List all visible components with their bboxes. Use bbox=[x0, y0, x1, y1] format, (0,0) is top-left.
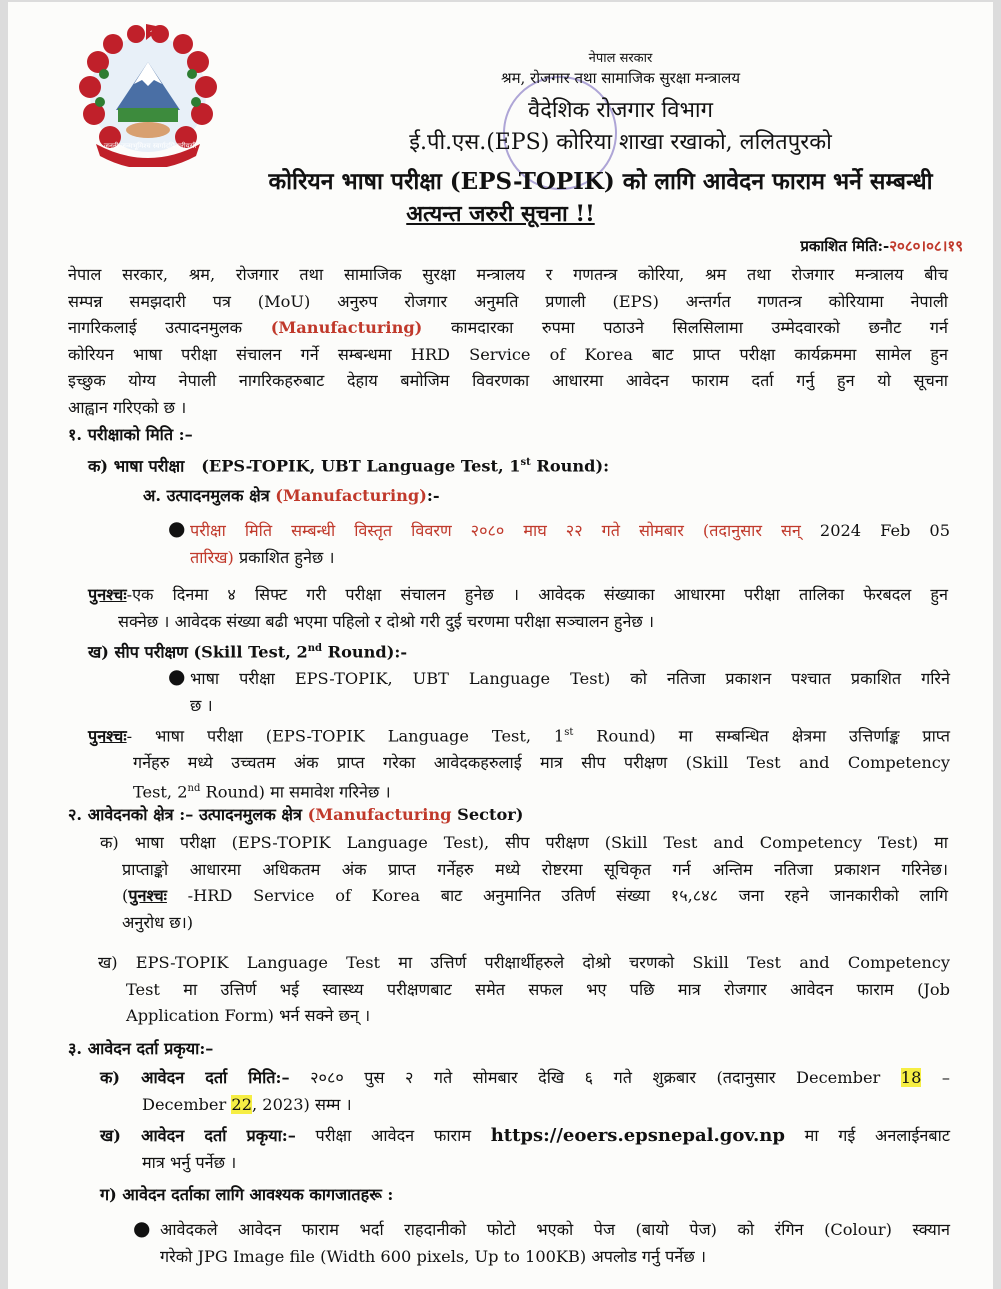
required-documents-heading: ग) आवेदन दर्ताका लागि आवश्यक कागजातहरू : bbox=[100, 1185, 394, 1204]
note-1: पुनश्चः-एक दिनमा ४ सिफ्ट गरी परीक्षा संचालन हुनेछ । आवेदक संख्याका आधारमा परीक्षा तालिका फेरबदल हुन सक्नेछ । आवेदक संख्या बढी भएमा पहिलो र दोश्रो गरी दुई चरणमा परीक्षा सञ्चालन हुनेछ । bbox=[88, 585, 948, 631]
application-link[interactable]: https://eoers.epsnepal.gov.np bbox=[490, 1125, 785, 1146]
section-1-kha: ख) सीप परीक्षण (Skill Test, 2nd Round):- bbox=[88, 642, 408, 662]
notice-page bbox=[8, 2, 993, 1289]
skill-test-bullet: भाषा परीक्षा EPS-TOPIK, UBT Language Test) को नतिजा प्रकाशन पश्चात प्रकाशित गरिने छ । bbox=[190, 669, 950, 715]
intro-line-6: आह्वान गरिएको छ । bbox=[68, 397, 187, 417]
manufacturing-label: (Manufacturing) bbox=[270, 318, 423, 337]
bullet-dot: ● bbox=[133, 1216, 151, 1240]
intro-line-2: सम्पन्न समझदारी पत्र (MoU) अनुरुप रोजगार अनुमति प्रणाली (EPS) अन्तर्गत गणतन्त्र कोरियामा नेपाली bbox=[68, 291, 948, 311]
section-1-ka: क) भाषा परीक्षा (EPS-TOPIK, UBT Language Test, 1st Round): bbox=[88, 456, 610, 476]
highlight-22: 22 bbox=[231, 1094, 252, 1114]
section-3-heading: ३. आवेदन दर्ता प्रकृया:– bbox=[68, 1039, 214, 1058]
section-2-ka: क) भाषा परीक्षा (EPS-TOPIK Language Test), सीप परीक्षण (Skill Test and Competency Test) मा प्राप्ताङ्को आधारमा अधिकतम अंक प्राप्त गर्नेहरु मध्ये रोष्टरमा सूचिकृत गर्न अन्तिम नतिजा प्रकाशन गरिनेछ। (पुनश्चः -HRD Service of Korea बाट अनुमानित उतिर्ण संख्या १५,८४८ जना रहने जानकारीको लागि अनुरोध छ।) bbox=[100, 833, 948, 932]
section-1-heading: १. परीक्षाको मिति :– bbox=[68, 425, 193, 444]
registration-date: क) आवेदन दर्ता मिति:– २०८० पुस २ गते सोमबार देखि ६ गते शुक्रबार (तदानुसार December 18 – December 22, 2023) सम्म । bbox=[100, 1068, 950, 1114]
emblem-motto: जननी जन्मभूमिश्च स्वर्गादपि गरीयसी bbox=[103, 142, 197, 150]
published-value: २०८०।०८।१९ bbox=[889, 237, 963, 255]
document-bullet: आवेदकले आवेदन फाराम भर्दा राहदानीको फोटो भएको पेज (बायो पेज) को रंगिन (Colour) स्क्यान गरेको JPG Image file (Width 600 pixels, Up to 100KB) अपलोड गर्नु पर्नेछ । bbox=[160, 1220, 950, 1266]
header-branch: ई.पी.एस.(EPS) कोरिया शाखा रखाको, ललितपुरको bbox=[409, 130, 832, 155]
intro-paragraph bbox=[68, 262, 948, 421]
note-2: पुनश्चः- भाषा परीक्षा (EPS-TOPIK Language Test, 1st Round) मा सम्बन्धित क्षेत्रमा उत्तिर्णाङ्क प्राप्त गर्नेहरु मध्ये उच्चतम अंक प्राप्त गरेका आवेदकहरुलाई मात्र सीप परीक्षण (Skill Test and Competency Test, 2nd Round) मा समावेश गरिनेछ । bbox=[88, 726, 950, 802]
bullet-dot: ● bbox=[168, 664, 186, 688]
bullet-dot: ● bbox=[168, 516, 186, 540]
notice-title: कोरियन भाषा परीक्षा (EPS-TOPIK) को लागि आवेदन फाराम भर्ने सम्बन्धी bbox=[268, 168, 933, 195]
section-1-a: अ. उत्पादनमुलक क्षेत्र (Manufacturing):- bbox=[143, 486, 440, 505]
exam-date-bullet: परीक्षा मिति सम्बन्धी विस्तृत विवरण २०८० माघ २२ गते सोमबार (तदानुसार सन् 2024 Feb 05 तारिख) प्रकाशित हुनेछ । bbox=[190, 521, 950, 567]
registration-process: ख) आवेदन दर्ता प्रकृया:– परीक्षा आवेदन फाराम https://eoers.epsnepal.gov.np मा गई अनलाईनबाट मात्र भर्नु पर्नेछ । bbox=[100, 1125, 950, 1172]
header-government: नेपाल सरकार bbox=[588, 51, 653, 66]
intro-line-4: कोरियन भाषा परीक्षा संचालन गर्ने सम्बन्धमा HRD Service of Korea बाट प्राप्त परीक्षा कार्यक्रममा सामेल हुन bbox=[68, 344, 948, 364]
section-2-heading: २. आवेदनको क्षेत्र :– उत्पादनमुलक क्षेत्र (Manufacturing Sector) bbox=[68, 805, 524, 824]
intro-line-5: इच्छुक योग्य नेपाली नागरिकहरुबाट देहाय बमोजिम विवरणका आधारमा आवेदन फाराम दर्ता गर्नु हुन यो सूचना bbox=[68, 371, 948, 390]
intro-line-3: नागरिकलाई उत्पादनमुलक (Manufacturing) कामदारका रुपमा पठाउने सिलसिलामा उम्मेदवारको छनौट गर्न bbox=[68, 318, 948, 337]
section-2-kha: ख) EPS-TOPIK Language Test मा उत्तिर्ण परीक्षार्थीहरुले दोश्रो चरणको Skill Test and Competency Test मा उत्तिर्ण भई स्वास्थ्य परीक्षणबाट समेत सफल भए पछि मात्र रोजगार आवेदन फाराम (Job Application Form) भर्न सक्ने छन् । bbox=[98, 953, 950, 1025]
notice-subtitle: अत्यन्त जरुरी सूचना !! bbox=[406, 201, 595, 227]
header-department: वैदेशिक रोजगार विभाग bbox=[527, 98, 714, 123]
header-ministry: श्रम, रोजगार तथा सामाजिक सुरक्षा मन्त्रालय bbox=[500, 69, 741, 87]
highlight-18: 18 bbox=[900, 1068, 922, 1087]
published-label: प्रकाशित मिति:- bbox=[800, 237, 890, 255]
published-date bbox=[800, 236, 963, 256]
intro-line-1: नेपाल सरकार, श्रम, रोजगार तथा सामाजिक सुरक्षा मन्त्रालय र गणतन्त्र कोरिया, श्रम तथा रोजगार मन्त्रालय बीच bbox=[68, 265, 948, 284]
